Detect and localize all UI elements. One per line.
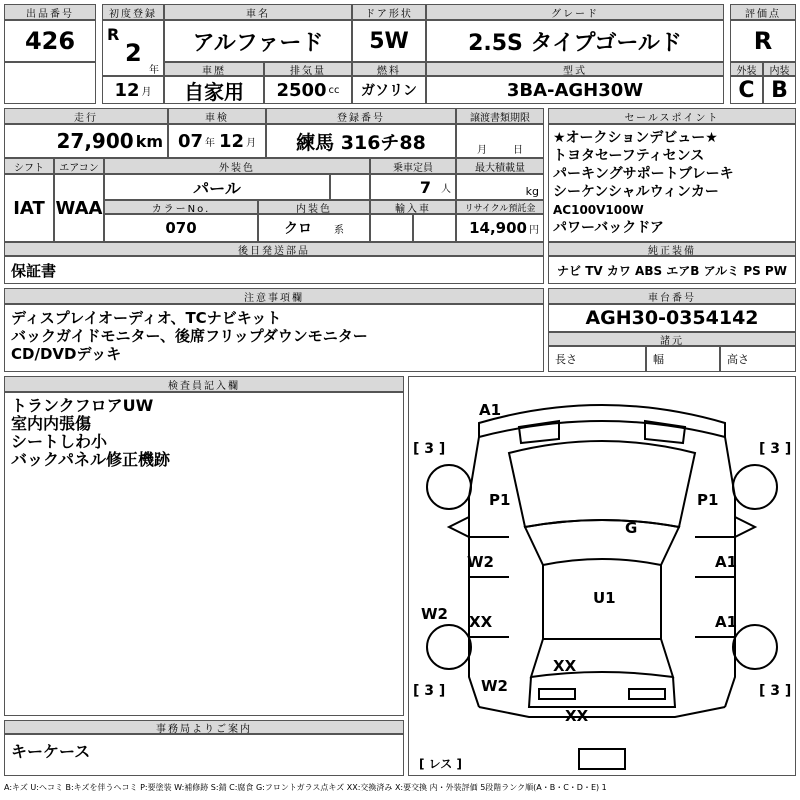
- right-taillight-shape: [629, 689, 665, 699]
- max-load-unit: kg: [456, 174, 544, 200]
- grade: 2.5S タイプゴールド: [426, 20, 724, 62]
- car-name-header: 車名: [164, 4, 352, 20]
- first-reg-month: 12: [114, 79, 140, 101]
- hood-shape: [509, 441, 695, 527]
- mark-a1-top: A1: [479, 401, 502, 419]
- left-taillight-shape: [539, 689, 575, 699]
- genuine-equipment: ナビ TV カワ ABS エアB アルミ PS PW: [548, 256, 796, 284]
- sales-point-3: パーキングサポートブレーキ: [553, 166, 734, 182]
- capacity-header: 乗車定員: [370, 158, 456, 174]
- mileage-box: [4, 124, 168, 158]
- first-reg-header: 初度登録: [102, 4, 164, 20]
- bracket-bottom-right: [ 3 ]: [759, 683, 792, 699]
- sales-point-2: トヨタセーフティセンス: [553, 148, 705, 164]
- body-color-blank: [330, 174, 370, 200]
- sales-point-header: セールスポイント: [548, 108, 796, 124]
- mileage: 27,900: [56, 129, 134, 153]
- windshield-shape: [525, 520, 679, 565]
- model-code-header: 型式: [426, 62, 724, 76]
- mark-w2-left: W2: [467, 553, 494, 571]
- rear-right-wheel-shape: [733, 625, 777, 669]
- bracket-top-right: [ 3 ]: [759, 441, 792, 457]
- rear-hatch-shape: [529, 677, 675, 707]
- import-blank-2: [413, 214, 456, 242]
- lot-no-header: 出品番号: [4, 4, 96, 20]
- first-reg-year: 2: [125, 39, 142, 67]
- right-mirror-shape: [735, 517, 755, 537]
- car-diagram: [408, 376, 796, 776]
- car-name: アルファード: [164, 20, 352, 62]
- spec-height: 高さ: [720, 346, 796, 372]
- inspection-header: 車検: [168, 108, 266, 124]
- color-no-header: カラーNo.: [104, 200, 258, 214]
- mark-xx-left: XX: [469, 613, 493, 631]
- shift-header: シフト: [4, 158, 54, 174]
- spec-length: 長さ: [548, 346, 646, 372]
- displacement-header: 排気量: [264, 62, 352, 76]
- recycle-unit: 円: [529, 224, 539, 236]
- model-code: 3BA-AGH30W: [426, 76, 724, 104]
- first-reg-month-unit: 月: [141, 86, 152, 98]
- license-plate-shape: [579, 749, 625, 769]
- right-body-side: [725, 437, 735, 707]
- mark-w2-bottom: W2: [481, 677, 508, 695]
- sales-point-1: ★オークションデビュー★: [553, 130, 718, 146]
- exterior-header: 外装: [730, 62, 763, 76]
- sales-point-4: シーケンシャルウィンカー: [553, 184, 719, 200]
- int-color-box: [258, 214, 370, 242]
- int-color-header: 内装色: [258, 200, 370, 214]
- import-header: 輸入車: [370, 200, 456, 214]
- displacement: 2500: [276, 79, 327, 101]
- aircon: WAA: [54, 174, 104, 242]
- sales-point-list: [548, 124, 796, 242]
- bracket-bottom-left: [ 3 ]: [413, 683, 446, 699]
- mark-u1: U1: [593, 589, 616, 607]
- inspection-year-unit: 年: [205, 137, 215, 149]
- max-load-header: 最大積載量: [456, 158, 544, 174]
- reg-no-header: 登録番号: [266, 108, 456, 124]
- capacity-box: [370, 174, 456, 200]
- notes-text: ディスプレイオーディオ、TCナビキット バックガイドモニター、後席フリップダウンモニター CD/DVDデッキ: [4, 304, 544, 372]
- chassis-number: AGH30-0354142: [548, 304, 796, 332]
- mark-a1-right-2: A1: [715, 613, 738, 631]
- notes-header: 注意事項欄: [4, 288, 544, 304]
- sales-point-6: パワーバックドア: [553, 220, 664, 236]
- interior-grade: B: [763, 76, 796, 104]
- later-parts-header: 後日発送部品: [4, 242, 544, 256]
- mileage-header: 走行: [4, 108, 168, 124]
- door-header: ドア形状: [352, 4, 426, 20]
- first-reg-year-unit: 年: [149, 65, 159, 76]
- reg-number: 練馬 316チ88: [266, 124, 456, 158]
- recycle-box: [456, 214, 544, 242]
- capacity: 7: [419, 177, 431, 197]
- displacement-unit: cc: [328, 84, 340, 96]
- grade-header: グレード: [426, 4, 724, 20]
- mark-xx-mid: XX: [553, 657, 577, 675]
- left-body-side: [469, 437, 479, 707]
- exterior-grade: C: [730, 76, 763, 104]
- mileage-unit: km: [135, 131, 163, 151]
- interior-header: 内装: [763, 62, 796, 76]
- mark-p1-left: P1: [489, 491, 511, 509]
- genuine-header: 純正装備: [548, 242, 796, 256]
- body-color: パール: [104, 174, 330, 200]
- int-color: クロ: [284, 221, 312, 237]
- shift: IAT: [4, 174, 54, 242]
- sales-point-5: AC100V100W: [553, 203, 644, 217]
- inspector-header: 検査員記入欄: [4, 376, 404, 392]
- rear-bumper-shape: [479, 707, 725, 717]
- mark-g: G: [625, 519, 638, 537]
- left-mirror-shape: [449, 517, 469, 537]
- score: R: [730, 20, 796, 62]
- int-color-unit: 系: [334, 224, 344, 236]
- history-header: 車歴: [164, 62, 264, 76]
- bracket-top-left: [ 3 ]: [413, 441, 446, 457]
- capacity-unit: 人: [441, 183, 451, 195]
- legend: A:キズ U:ヘコミ B:キズを伴うヘコミ P:要塗装 W:補修跡 S:錆 C:腐食 G:フロントガラス点キズ XX:交換済み X:要交換 内・外装評価 5段階ランク順(A・B・C・D・E) 1: [4, 783, 607, 792]
- front-right-wheel-shape: [733, 465, 777, 509]
- first-reg-month-box: [102, 76, 164, 104]
- first-reg-era: R: [107, 25, 120, 44]
- score-header: 評価点: [730, 4, 796, 20]
- mark-p1-right: P1: [697, 491, 719, 509]
- front-left-wheel-shape: [427, 465, 471, 509]
- body-color-header: 外装色: [104, 158, 370, 174]
- mark-a1-right-1: A1: [715, 553, 738, 571]
- front-bumper-shape: [479, 405, 725, 437]
- lot-number-blank: [4, 62, 96, 104]
- inspection-year: 07: [177, 130, 203, 152]
- fuel-header: 燃料: [352, 62, 426, 76]
- specs-header: 諸元: [548, 332, 796, 346]
- color-no: 070: [104, 214, 258, 242]
- office-text: キーケース: [4, 734, 404, 776]
- lot-number: 426: [4, 20, 96, 62]
- inspection-month-unit: 月: [246, 137, 257, 149]
- history: 自家用: [164, 76, 264, 104]
- inspection-box: [168, 124, 266, 158]
- door-type: 5W: [352, 20, 426, 62]
- chassis-header: 車台番号: [548, 288, 796, 304]
- import-blank-1: [370, 214, 413, 242]
- spec-width: 幅: [646, 346, 720, 372]
- recycle-fee: 14,900: [469, 219, 527, 237]
- transfer-month-label: 月: [477, 144, 487, 156]
- inspector-text: トランクフロアUW 室内内張傷 シートしわ小 バックパネル修正機跡: [4, 392, 404, 716]
- transfer-day-label: 日: [513, 144, 523, 156]
- mark-w2-far: W2: [421, 605, 448, 623]
- recycle-header: リサイクル預託金: [456, 200, 544, 214]
- car-outline-svg: [409, 377, 795, 775]
- fuel: ガソリン: [352, 76, 426, 104]
- mark-res: [ レス ]: [419, 757, 462, 771]
- later-parts: 保証書: [4, 256, 544, 284]
- mark-xx-bottom: XX: [565, 707, 589, 725]
- office-header: 事務局よりご案内: [4, 720, 404, 734]
- inspection-month: 12: [219, 130, 245, 152]
- rear-left-wheel-shape: [427, 625, 471, 669]
- aircon-header: エアコン: [54, 158, 104, 174]
- transfer-doc-box: [456, 124, 544, 158]
- displacement-box: [264, 76, 352, 104]
- first-reg-box: [102, 20, 164, 76]
- transfer-doc-header: 譲渡書類期限: [456, 108, 544, 124]
